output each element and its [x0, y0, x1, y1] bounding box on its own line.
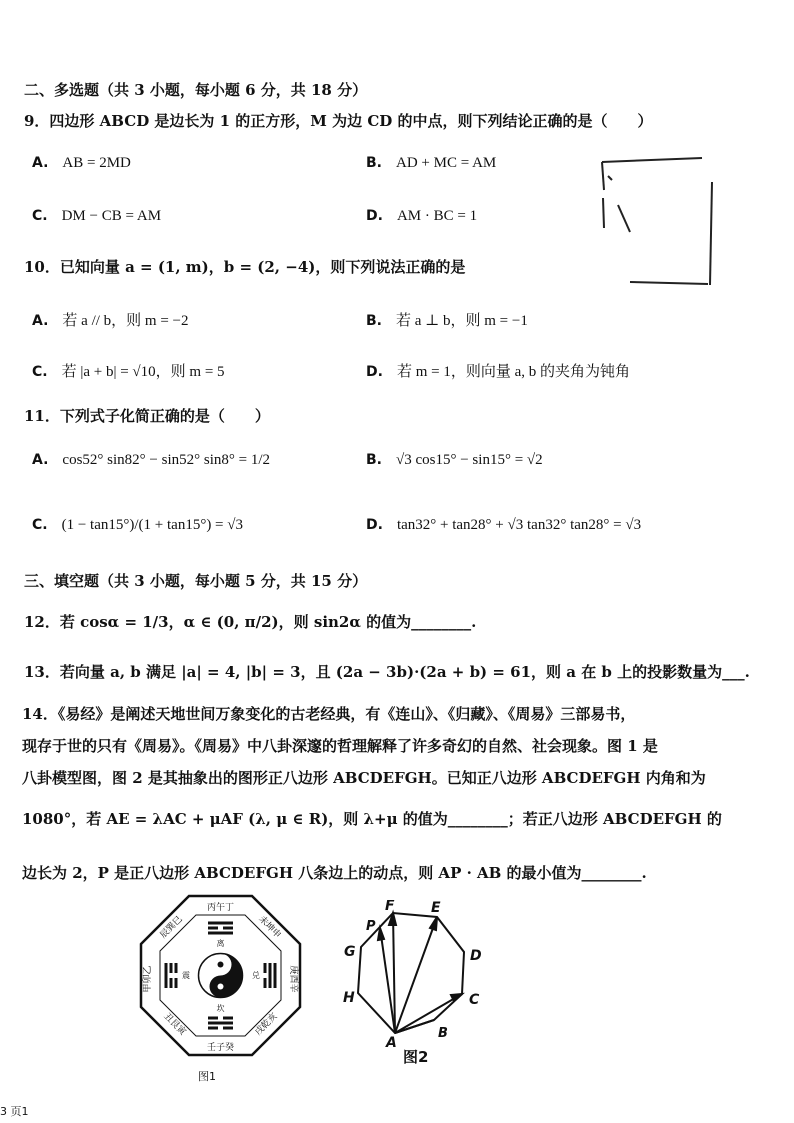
q10-option-c[interactable]	[32, 360, 225, 381]
option-label: B.	[366, 155, 382, 171]
q9-option-b[interactable]	[366, 153, 496, 172]
q12-text: 12．若 cosα = 1/3，α ∈ (0, π/2)，则 sin2α 的值为________.	[24, 613, 477, 631]
fig2-vertex-b: B	[438, 1026, 448, 1041]
option-label: C.	[32, 208, 48, 224]
fig2-point-p: P	[366, 919, 376, 934]
fig2-vertex-e: E	[431, 900, 441, 916]
option-label: C.	[32, 517, 48, 533]
figure-1-bagua	[138, 893, 303, 1058]
q10-d-text: 若 m = 1，则向量 a, b 的夹角为钝角	[396, 364, 630, 380]
fig1-label-br: 戌乾亥	[253, 1011, 280, 1038]
q10-stem: 10．已知向量 a = (1, m)，b = (2, −4)，则下列说法正确的是	[24, 258, 466, 276]
figure-2-caption: 图2	[403, 1048, 429, 1066]
fig2-vertex-d: D	[470, 948, 482, 964]
q9-b-text: AD + MC = AM	[396, 155, 497, 171]
q11-d-text: tan32° + tan28° + √3 tan32° tan28° = √3	[396, 517, 642, 533]
q14-line-2: 现存于世的只有《周易》。《周易》中八卦深邃的哲理解释了许多奇幻的自然、社会现象。图 1 是	[22, 737, 658, 755]
figure-2-octagon	[338, 900, 498, 1050]
option-label: A.	[32, 313, 49, 329]
fig1-label-top: 丙午丁	[206, 903, 235, 913]
q11-c-text: (1 − tan15°)/(1 + tan15°) = √3	[61, 517, 243, 533]
q10-c-text: 若 |a + b| = √10，则 m = 5	[61, 364, 225, 380]
fig1-label-right: 庚酉辛	[288, 965, 298, 993]
q10-option-a[interactable]	[32, 309, 189, 330]
option-label: B.	[366, 313, 382, 329]
fig1-label-bl: 丑艮寅	[161, 1011, 188, 1038]
fig2-vertex-f: F	[385, 900, 395, 914]
fig1-inner-top: 离	[216, 939, 225, 948]
fig1-label-tr: 未坤申	[256, 914, 283, 941]
option-label: A.	[32, 452, 49, 468]
fig2-vertex-h: H	[343, 990, 355, 1006]
q11-option-a[interactable]	[32, 450, 270, 469]
q10-a-text: 若 a // b，则 m = −2	[62, 313, 189, 329]
fig1-label-left: 甲卯乙	[143, 965, 153, 993]
fig1-label-bottom: 壬子癸	[206, 1043, 235, 1053]
q14-line-4: 1080°，若 AE = λAC + μAF (λ, μ ∈ R)，则 λ+μ 的值为________；若正八边形 ABCDEFGH 的	[22, 810, 722, 828]
option-label: D.	[366, 364, 383, 380]
option-label: B.	[366, 452, 382, 468]
fig2-vertex-c: C	[469, 992, 480, 1008]
q9-a-text: AB = 2MD	[62, 155, 131, 171]
q10-b-text: 若 a ⊥ b，则 m = −1	[396, 313, 528, 329]
q10-option-b[interactable]	[366, 309, 528, 330]
q9-option-d[interactable]	[366, 206, 477, 225]
fig2-vertex-a: A	[386, 1035, 397, 1050]
page-footer: 3 页1	[0, 1105, 29, 1118]
q14-line-3: 八卦模型图，图 2 是其抽象出的图形正八边形 ABCDEFGH。已知正八边形 ABCDEFGH 内角和为	[22, 769, 706, 787]
q11-a-text: cos52° sin82° − sin52° sin8° = 1/2	[62, 452, 271, 468]
q14-line-5: 边长为 2，P 是正八边形 ABCDEFGH 八条边上的动点，则 AP · AB 的最小值为________.	[22, 864, 647, 882]
q10-option-d[interactable]	[366, 360, 630, 381]
fig1-inner-right: 兑	[252, 971, 260, 980]
option-label: D.	[366, 517, 383, 533]
option-label: A.	[32, 155, 49, 171]
q9-d-text: AM · BC = 1	[396, 208, 478, 224]
fig2-vertex-g: G	[344, 944, 356, 960]
q11-option-b[interactable]	[366, 450, 543, 469]
q9-c-text: DM − CB = AM	[61, 208, 162, 224]
q9-square-sketch	[590, 150, 720, 290]
q11-stem: 11．下列式子化简正确的是（ ）	[24, 407, 270, 425]
q9-stem: 9．四边形 ABCD 是边长为 1 的正方形，M 为边 CD 的中点，则下列结论正确的是（ ）	[24, 112, 653, 130]
option-label: D.	[366, 208, 383, 224]
q11-b-text: √3 cos15° − sin15° = √2	[396, 452, 543, 468]
q9-option-a[interactable]	[32, 153, 131, 172]
fig1-inner-left: 震	[182, 971, 190, 980]
figure-1-caption: 图1	[198, 1070, 216, 1083]
q9-option-c[interactable]	[32, 206, 161, 225]
q11-option-d[interactable]	[366, 515, 641, 534]
option-label: C.	[32, 364, 48, 380]
fig1-label-tl: 辰巽巳	[158, 914, 185, 941]
section-fill-blank: 三、填空题（共 3 小题，每小题 5 分，共 15 分）	[24, 572, 368, 590]
fig1-inner-bottom: 坎	[216, 1004, 225, 1013]
section-multi-choice: 二、多选题（共 3 小题，每小题 6 分，共 18 分）	[24, 81, 368, 99]
q13-text: 13．若向量 a, b 满足 |a| = 4, |b| = 3，且 (2a − 3b)·(2a + b) = 61，则 a 在 b 上的投影数量为___.	[24, 663, 750, 681]
q11-option-c[interactable]	[32, 515, 243, 534]
q14-line-1: 14．《易经》是阐述天地世间万象变化的古老经典，有《连山》、《归藏》、《周易》三部易书，	[22, 705, 636, 723]
